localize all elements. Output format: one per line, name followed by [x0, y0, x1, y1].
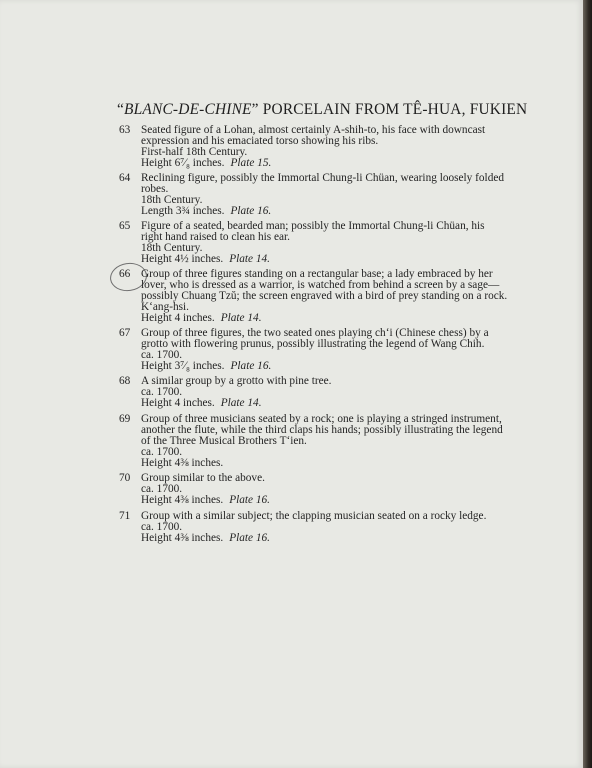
entry-measurement-line: [141, 398, 505, 409]
entry-description-line: A similar group by a grotto with pine tree.: [141, 375, 332, 387]
entry-date: ca. 1700.: [141, 385, 183, 398]
entry-description-line: Group of three musicians seated by a rock; one is playing a stringed instrument,: [141, 413, 502, 425]
entry-description-line: of the Three Musical Brothers T‘ien.: [141, 434, 307, 447]
entry-measurement-line: [141, 313, 505, 324]
entry-plate: Plate 15.: [230, 156, 272, 169]
entry-description-line: grotto with flowering prunus, possibly illustrating the legend of Wang Chih.: [141, 337, 485, 350]
entry-description-line: Group similar to the above.: [141, 472, 265, 484]
entry-description-line: Seated figure of a Lohan, almost certainly A-shih-to, his face with downcast: [141, 124, 486, 136]
entry-date: ca. 1700.: [141, 348, 183, 361]
entry-description-line: Group of three figures, the two seated ones playing ch‘i (Chinese chess) by a: [141, 327, 489, 339]
title-italic: BLANC-DE-CHINE: [124, 101, 252, 118]
entry-measurement: Height 4⅜ inches.: [141, 493, 224, 506]
entry-measurement-line: [141, 533, 505, 544]
entry-date: ca. 1700.: [141, 520, 183, 533]
entry-number: 70: [119, 472, 131, 484]
entry-body: [141, 376, 505, 409]
entry-body: [141, 414, 505, 469]
entry-date: ca. 1700.: [141, 482, 183, 495]
entry-measurement: Height 3⁷⁄₈ inches.: [141, 359, 225, 372]
entry-description-line: Reclining figure, possibly the Immortal Chung-li Chüan, wearing loosely folded: [141, 172, 505, 184]
entry-plate: Plate 14.: [220, 311, 262, 324]
entry-measurement: Height 4⅜ inches.: [141, 456, 224, 469]
entry-description-line: Figure of a seated, bearded man; possibly the Immortal Chung-li Chüan, his: [141, 220, 485, 232]
entry-body: [141, 473, 505, 506]
entry-date: 18th Century.: [141, 193, 203, 206]
entry-date: 18th Century.: [141, 241, 203, 254]
entry-measurement-line: [141, 206, 505, 217]
entry-body: [141, 173, 505, 217]
entry-body: [141, 125, 505, 169]
page-title: [117, 101, 528, 119]
entry-measurement-line: [141, 458, 505, 469]
entry-plate: Plate 14.: [220, 396, 262, 409]
entry-description-line: possibly Chuang Tzŭ; the screen engraved with a bird of prey standing on a rock.: [141, 289, 508, 302]
title-rest: PORCELAIN FROM TÊ-HUA, FUKIEN: [258, 101, 528, 118]
entry-measurement: Height 4⅜ inches.: [141, 531, 224, 544]
entry-description-line: right hand raised to clean his ear.: [141, 230, 291, 243]
entry-measurement-line: [141, 495, 505, 506]
entry-plate: Plate 14.: [229, 252, 270, 265]
entry-body: [141, 268, 508, 324]
title-quote-close: ”: [251, 101, 259, 118]
entry-date: First-half 18th Century.: [141, 145, 248, 158]
entry-measurement-line: [141, 158, 505, 169]
entry-measurement: Height 4 inches.: [141, 311, 215, 324]
entry-body: [141, 328, 505, 372]
entry-description-line: lover, who is dressed as a warrior, is watched from behind a screen by a sage—: [141, 278, 500, 291]
entry-description-line: Group with a similar subject; the clapping musician seated on a rocky ledge.: [141, 510, 487, 522]
entry-description-line: another the flute, while the third claps his hands; possibly illustrating the legend: [141, 423, 503, 436]
entry-date: ca. 1700.: [141, 445, 183, 458]
entry-plate: Plate 16.: [230, 204, 272, 217]
entry-number: 71: [119, 510, 131, 522]
entry-number: 68: [119, 375, 131, 387]
entry-plate: Plate 16.: [230, 359, 272, 372]
entry-plate: Plate 16.: [229, 493, 270, 506]
entry-body: [141, 221, 505, 265]
entry-date: K‘ang-hsi.: [141, 300, 190, 313]
entry-measurement: Height 6⁷⁄₈ inches.: [141, 156, 225, 169]
entry-description-line: Group of three figures standing on a rectangular base; a lady embraced by her: [141, 268, 493, 280]
entry-measurement: Length 3¾ inches.: [141, 204, 225, 217]
entry-number: 63: [119, 124, 131, 136]
entry-plate: Plate 16.: [229, 531, 270, 544]
entry-measurement-line: [141, 254, 505, 265]
entry-number: 65: [119, 220, 131, 232]
entry-measurement: Height 4 inches.: [141, 396, 215, 409]
entry-measurement: Height 4½ inches.: [141, 252, 224, 265]
page-edge-shadow: [583, 0, 592, 768]
entry-number: 64: [119, 172, 131, 184]
entry-description-line: expression and his emaciated torso showing his ribs.: [141, 134, 379, 147]
entry-body: [141, 511, 505, 544]
entry-number: 69: [119, 413, 131, 425]
entry-number: 66: [119, 268, 131, 280]
entry-description-line: robes.: [141, 182, 169, 195]
entry-number: 67: [119, 327, 131, 339]
title-quote-open: “: [117, 101, 125, 118]
entry-measurement-line: [141, 361, 505, 372]
